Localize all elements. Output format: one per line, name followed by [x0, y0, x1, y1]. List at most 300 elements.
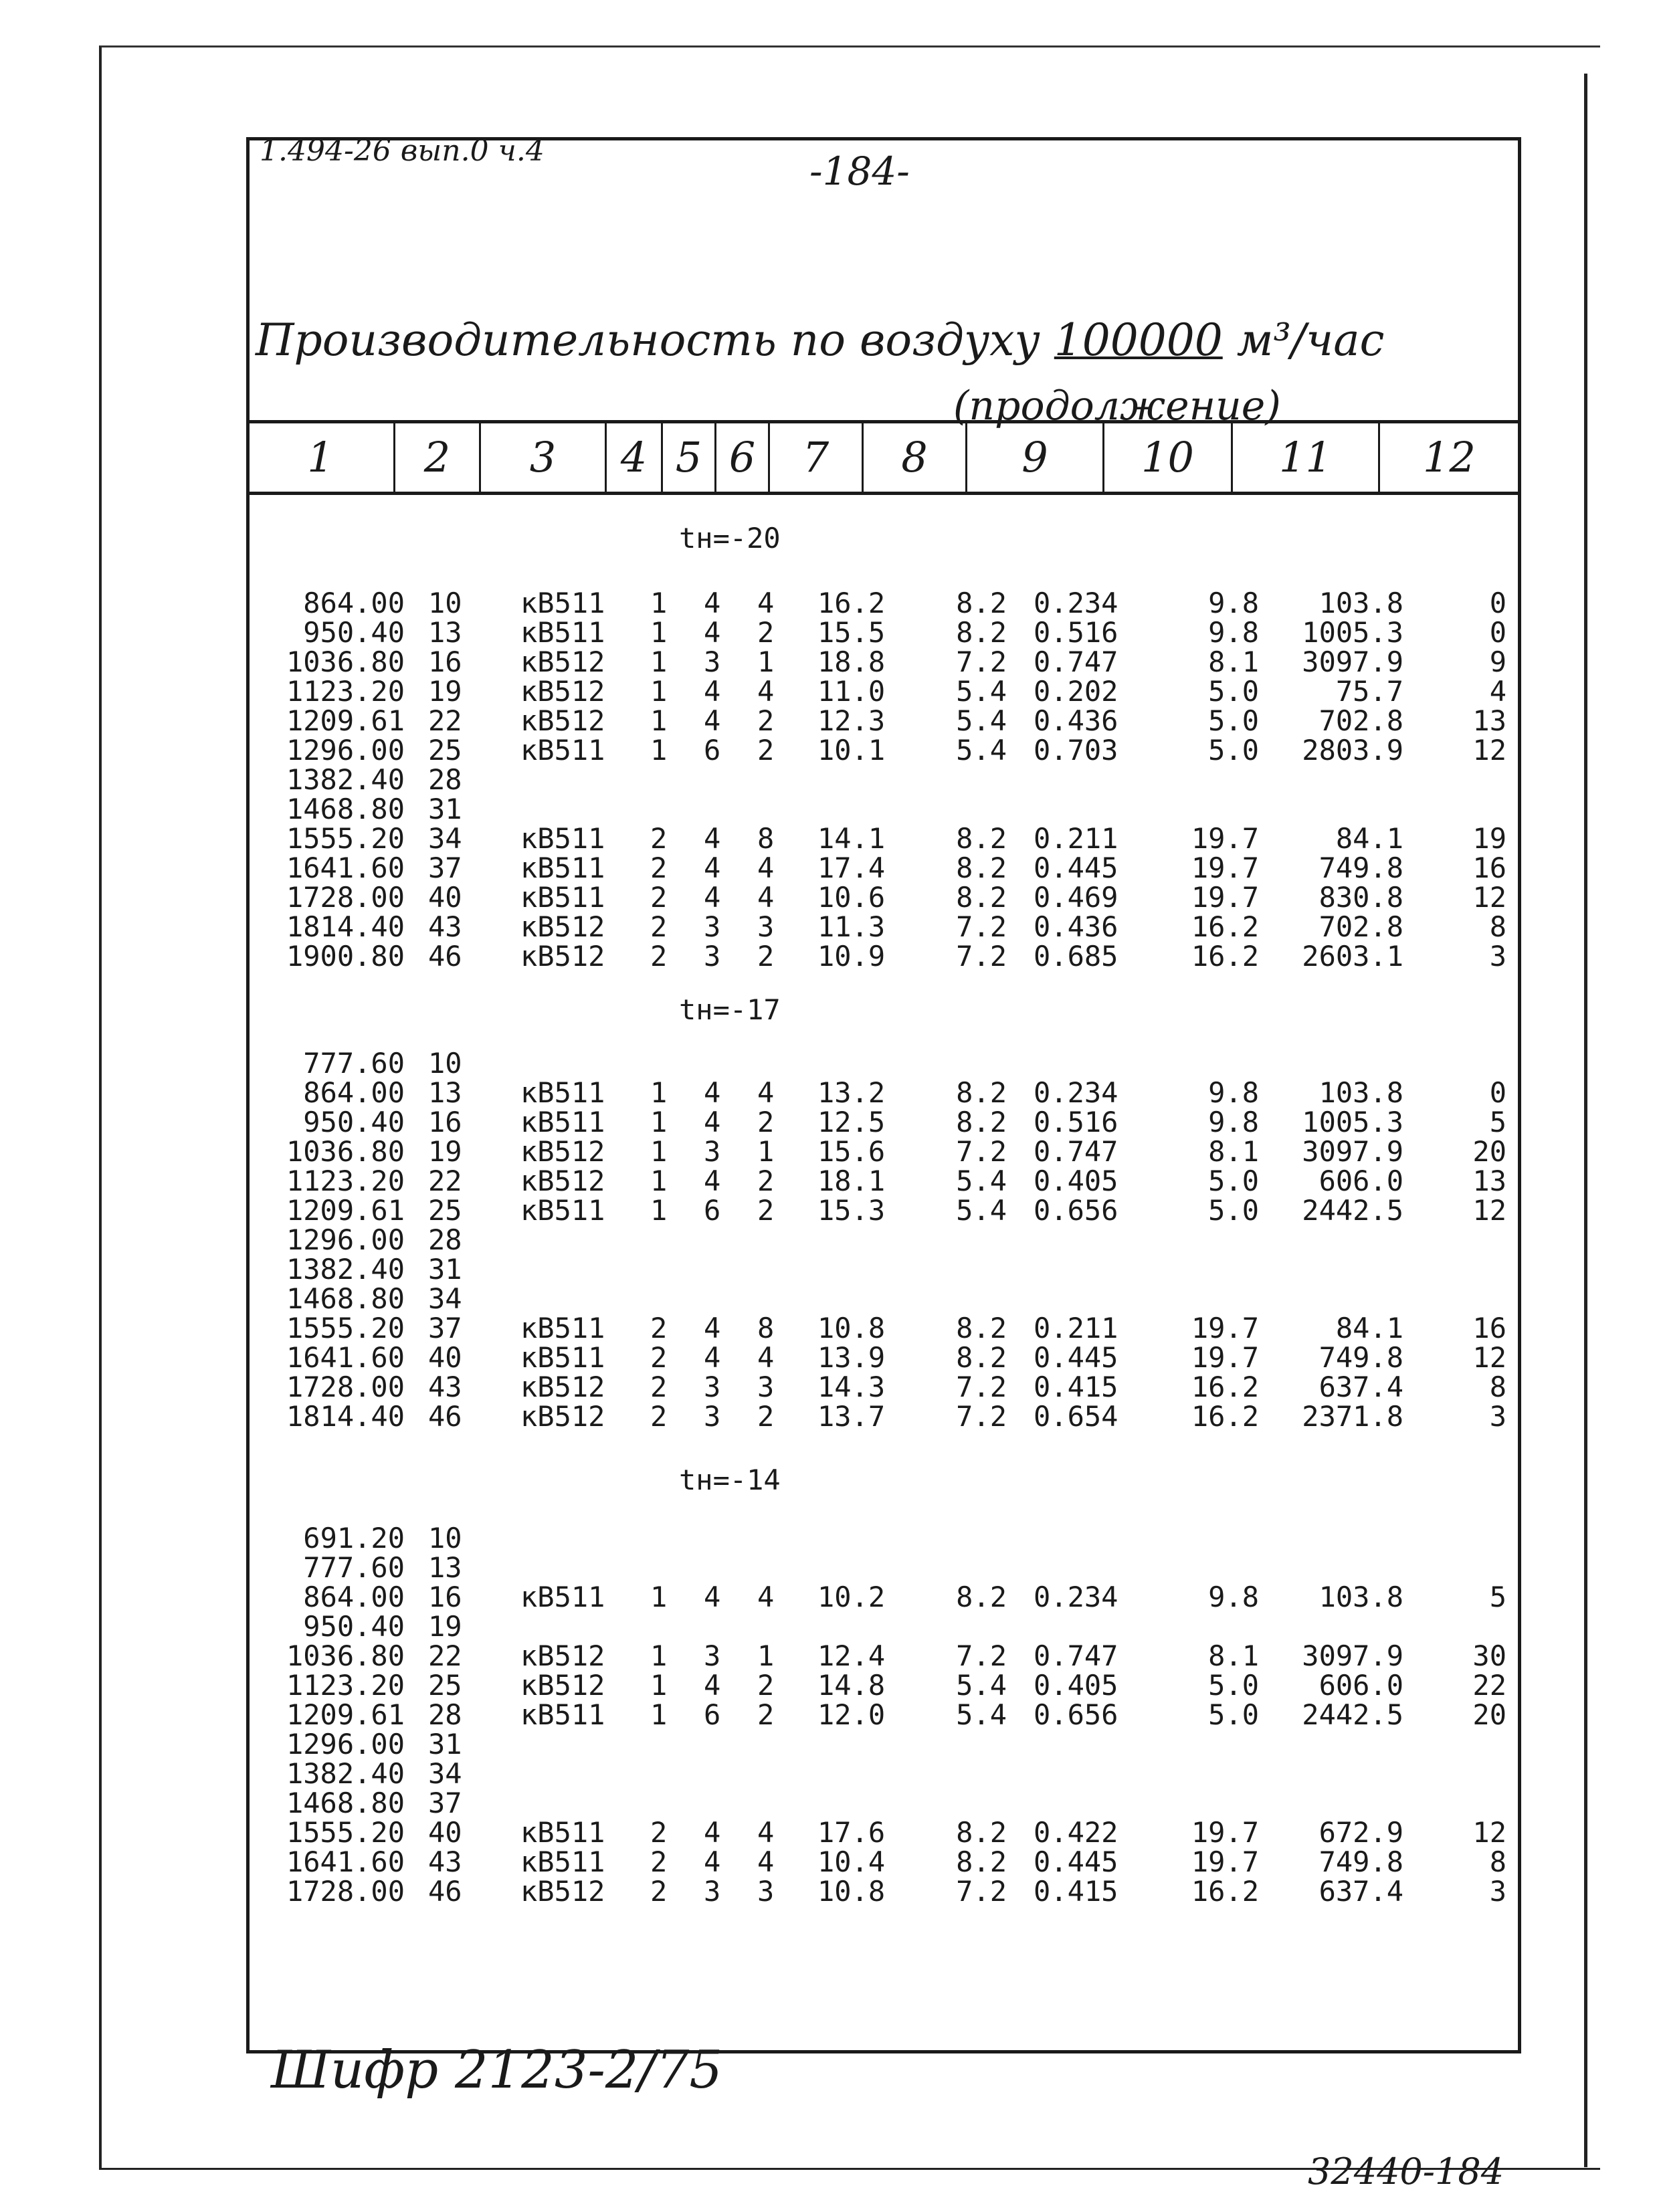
tube-rows-cell: 4 [704, 1106, 721, 1138]
air-flow-cell: 1814.40 [286, 910, 405, 943]
resistance-cell: 0.656 [1034, 1698, 1118, 1731]
tube-rows-cell: 4 [704, 1076, 721, 1109]
pass-count-cell: 2 [757, 940, 775, 973]
heater-model-cell: кВ511 [520, 734, 605, 767]
air-flow-cell: 1123.20 [286, 1165, 405, 1197]
air-flow-cell: 1209.61 [286, 1194, 405, 1227]
pass-count-cell: 2 [757, 1669, 775, 1702]
heat-output-cell: 5.0 [1208, 1698, 1259, 1731]
heater-model-cell: кВ511 [520, 1581, 605, 1613]
air-flow-cell: 950.40 [303, 1610, 405, 1643]
velocity-cell: 10.2 [817, 1581, 886, 1613]
velocity-cell: 11.3 [817, 910, 886, 943]
air-flow-cell: 1036.80 [286, 645, 405, 678]
heater-count-cell: 1 [650, 1669, 668, 1702]
resistance-cell: 0.422 [1034, 1816, 1118, 1849]
tube-rows-cell: 4 [704, 675, 721, 708]
heater-count-cell: 1 [650, 1106, 668, 1138]
table-row [0, 1314, 1659, 1343]
column-number: 3 [479, 423, 605, 492]
row-index-cell: 28 [428, 1223, 462, 1256]
section-title: tн=-14 [679, 1464, 781, 1496]
row-index-cell: 25 [428, 1194, 462, 1227]
column-number: 7 [768, 423, 862, 492]
heat-output-cell: 9.8 [1208, 616, 1259, 649]
table-row [0, 647, 1659, 677]
face-area-cell: 5.4 [956, 1669, 1007, 1702]
margin-cell: 30 [1472, 1639, 1506, 1672]
heater-model-cell: кВ512 [520, 1639, 605, 1672]
air-flow-cell: 1382.40 [286, 1757, 405, 1790]
heater-count-cell: 1 [650, 1076, 668, 1109]
tube-rows-cell: 4 [704, 1341, 721, 1374]
resistance-cell: 0.654 [1034, 1400, 1118, 1433]
table-row [0, 1847, 1659, 1877]
pass-count-cell: 8 [757, 822, 775, 855]
column-number: 11 [1231, 423, 1378, 492]
pass-count-cell: 4 [757, 881, 775, 914]
resistance-cell: 0.445 [1034, 1341, 1118, 1374]
heat-output-cell: 8.1 [1208, 645, 1259, 678]
heater-model-cell: кВ511 [520, 1106, 605, 1138]
power-cell: 2442.5 [1302, 1698, 1403, 1731]
margin-cell: 20 [1472, 1135, 1506, 1168]
row-index-cell: 46 [428, 1875, 462, 1908]
heater-count-cell: 1 [650, 1639, 668, 1672]
velocity-cell: 13.7 [817, 1400, 886, 1433]
pass-count-cell: 2 [757, 1106, 775, 1138]
tube-rows-cell: 4 [704, 822, 721, 855]
resistance-cell: 0.747 [1034, 645, 1118, 678]
row-index-cell: 31 [428, 1728, 462, 1761]
tube-rows-cell: 3 [704, 940, 721, 973]
pass-count-cell: 4 [757, 851, 775, 884]
table-row [0, 618, 1659, 647]
margin-cell: 3 [1489, 940, 1506, 973]
heater-count-cell: 2 [650, 881, 668, 914]
heater-model-cell: кВ512 [520, 675, 605, 708]
row-index-cell: 16 [428, 1581, 462, 1613]
margin-cell: 16 [1472, 1312, 1506, 1344]
table-row [0, 706, 1659, 736]
table-row [0, 1284, 1659, 1314]
heat-output-cell: 19.7 [1191, 851, 1259, 884]
velocity-cell: 14.3 [817, 1371, 886, 1403]
velocity-cell: 11.0 [817, 675, 886, 708]
heat-output-cell: 8.1 [1208, 1135, 1259, 1168]
table-row [0, 1730, 1659, 1759]
pass-count-cell: 4 [757, 587, 775, 619]
power-cell: 702.8 [1319, 910, 1403, 943]
velocity-cell: 18.8 [817, 645, 886, 678]
row-index-cell: 34 [428, 1282, 462, 1315]
velocity-cell: 12.5 [817, 1106, 886, 1138]
table-row [0, 1225, 1659, 1255]
velocity-cell: 15.6 [817, 1135, 886, 1168]
heater-model-cell: кВ511 [520, 1816, 605, 1849]
power-cell: 3097.9 [1302, 645, 1403, 678]
resistance-cell: 0.415 [1034, 1875, 1118, 1908]
tube-rows-cell: 3 [704, 910, 721, 943]
heat-output-cell: 5.0 [1208, 1165, 1259, 1197]
margin-cell: 20 [1472, 1698, 1506, 1731]
margin-cell: 8 [1489, 1845, 1506, 1878]
heater-count-cell: 1 [650, 645, 668, 678]
air-flow-cell: 1123.20 [286, 675, 405, 708]
velocity-cell: 10.4 [817, 1845, 886, 1878]
pass-count-cell: 2 [757, 1165, 775, 1197]
heat-output-cell: 19.7 [1191, 822, 1259, 855]
table-row [0, 942, 1659, 971]
air-flow-cell: 1900.80 [286, 940, 405, 973]
table-row [0, 1671, 1659, 1700]
heater-model-cell: кВ512 [520, 1669, 605, 1702]
tube-rows-cell: 3 [704, 1135, 721, 1168]
heat-output-cell: 5.0 [1208, 1194, 1259, 1227]
margin-cell: 9 [1489, 645, 1506, 678]
velocity-cell: 17.6 [817, 1816, 886, 1849]
pass-count-cell: 4 [757, 1076, 775, 1109]
pass-count-cell: 4 [757, 1581, 775, 1613]
table-row [0, 1402, 1659, 1431]
resistance-cell: 0.445 [1034, 1845, 1118, 1878]
heat-output-cell: 9.8 [1208, 587, 1259, 619]
heater-model-cell: кВ511 [520, 1312, 605, 1344]
tube-rows-cell: 3 [704, 1400, 721, 1433]
heater-model-cell: кВ511 [520, 1845, 605, 1878]
resistance-cell: 0.405 [1034, 1669, 1118, 1702]
resistance-cell: 0.405 [1034, 1165, 1118, 1197]
air-flow-cell: 1641.60 [286, 1845, 405, 1878]
heat-output-cell: 19.7 [1191, 1845, 1259, 1878]
tube-rows-cell: 3 [704, 1639, 721, 1672]
row-index-cell: 22 [428, 1639, 462, 1672]
row-index-cell: 43 [428, 910, 462, 943]
power-cell: 749.8 [1319, 851, 1403, 884]
tube-rows-cell: 6 [704, 734, 721, 767]
resistance-cell: 0.445 [1034, 851, 1118, 884]
tube-rows-cell: 4 [704, 1165, 721, 1197]
air-flow-cell: 864.00 [303, 587, 405, 619]
face-area-cell: 8.2 [956, 1341, 1007, 1374]
heat-output-cell: 9.8 [1208, 1106, 1259, 1138]
power-cell: 830.8 [1319, 881, 1403, 914]
face-area-cell: 7.2 [956, 1639, 1007, 1672]
margin-cell: 19 [1472, 822, 1506, 855]
row-index-cell: 40 [428, 1816, 462, 1849]
table-row [0, 853, 1659, 883]
heat-output-cell: 16.2 [1191, 940, 1259, 973]
row-index-cell: 16 [428, 1106, 462, 1138]
face-area-cell: 7.2 [956, 1371, 1007, 1403]
row-index-cell: 13 [428, 1076, 462, 1109]
heater-model-cell: кВ512 [520, 645, 605, 678]
column-number: 12 [1378, 423, 1519, 492]
margin-cell: 0 [1489, 587, 1506, 619]
pass-count-cell: 1 [757, 1639, 775, 1672]
pass-count-cell: 3 [757, 910, 775, 943]
table-row [0, 1255, 1659, 1284]
row-index-cell: 16 [428, 645, 462, 678]
air-flow-cell: 1814.40 [286, 1400, 405, 1433]
row-index-cell: 13 [428, 616, 462, 649]
margin-cell: 12 [1472, 1194, 1506, 1227]
row-index-cell: 10 [428, 1047, 462, 1080]
heater-count-cell: 2 [650, 822, 668, 855]
margin-cell: 13 [1472, 1165, 1506, 1197]
tube-rows-cell: 4 [704, 616, 721, 649]
heater-model-cell: кВ511 [520, 1698, 605, 1731]
margin-cell: 3 [1489, 1400, 1506, 1433]
face-area-cell: 7.2 [956, 940, 1007, 973]
face-area-cell: 7.2 [956, 1135, 1007, 1168]
face-area-cell: 7.2 [956, 1400, 1007, 1433]
heater-count-cell: 1 [650, 704, 668, 737]
air-flow-cell: 1209.61 [286, 1698, 405, 1731]
air-flow-cell: 1036.80 [286, 1135, 405, 1168]
face-area-cell: 5.4 [956, 1698, 1007, 1731]
row-index-cell: 19 [428, 675, 462, 708]
row-index-cell: 34 [428, 1757, 462, 1790]
power-cell: 2803.9 [1302, 734, 1403, 767]
face-area-cell: 5.4 [956, 1194, 1007, 1227]
heat-output-cell: 16.2 [1191, 1875, 1259, 1908]
cipher-code: Шифр 2123-2/75 [271, 2040, 723, 2100]
heater-count-cell: 1 [650, 675, 668, 708]
table-row [0, 1373, 1659, 1402]
tube-rows-cell: 4 [704, 704, 721, 737]
row-index-cell: 19 [428, 1610, 462, 1643]
heat-output-cell: 5.0 [1208, 704, 1259, 737]
heat-output-cell: 19.7 [1191, 881, 1259, 914]
heater-count-cell: 2 [650, 1341, 668, 1374]
tube-rows-cell: 4 [704, 1845, 721, 1878]
tube-rows-cell: 4 [704, 1312, 721, 1344]
face-area-cell: 5.4 [956, 1165, 1007, 1197]
heat-output-cell: 9.8 [1208, 1581, 1259, 1613]
table-row [0, 1137, 1659, 1167]
power-cell: 702.8 [1319, 704, 1403, 737]
heater-count-cell: 2 [650, 1845, 668, 1878]
tube-rows-cell: 4 [704, 851, 721, 884]
table-row [0, 1583, 1659, 1612]
table-row [0, 883, 1659, 912]
table-row [0, 1108, 1659, 1137]
pass-count-cell: 4 [757, 1341, 775, 1374]
tube-rows-cell: 3 [704, 1371, 721, 1403]
heat-output-cell: 16.2 [1191, 1371, 1259, 1403]
row-index-cell: 10 [428, 1522, 462, 1554]
margin-cell: 12 [1472, 1816, 1506, 1849]
inventory-number: 32440-184 [1308, 2150, 1504, 2193]
table-row [0, 824, 1659, 853]
row-index-cell: 37 [428, 1787, 462, 1819]
heater-count-cell: 1 [650, 1135, 668, 1168]
table-row [0, 765, 1659, 795]
resistance-cell: 0.516 [1034, 1106, 1118, 1138]
power-cell: 84.1 [1335, 822, 1403, 855]
section-title: tн=-17 [679, 993, 781, 1026]
velocity-cell: 17.4 [817, 851, 886, 884]
table-row [0, 1343, 1659, 1373]
heater-count-cell: 2 [650, 910, 668, 943]
air-flow-cell: 1209.61 [286, 704, 405, 737]
column-number-header [248, 420, 1519, 495]
table-row [0, 912, 1659, 942]
air-flow-cell: 1468.80 [286, 1282, 405, 1315]
air-flow-cell: 1296.00 [286, 1223, 405, 1256]
pass-count-cell: 2 [757, 704, 775, 737]
air-flow-cell: 1728.00 [286, 881, 405, 914]
airflow-unit: м³/час [1236, 314, 1385, 366]
velocity-cell: 14.1 [817, 822, 886, 855]
power-cell: 637.4 [1319, 1371, 1403, 1403]
resistance-cell: 0.234 [1034, 1076, 1118, 1109]
column-number: 10 [1102, 423, 1231, 492]
face-area-cell: 7.2 [956, 645, 1007, 678]
heat-output-cell: 19.7 [1191, 1312, 1259, 1344]
section-title: tн=-20 [679, 522, 781, 555]
air-flow-cell: 1555.20 [286, 1312, 405, 1344]
table-row [0, 1612, 1659, 1641]
pass-count-cell: 2 [757, 734, 775, 767]
row-index-cell: 25 [428, 734, 462, 767]
face-area-cell: 7.2 [956, 1875, 1007, 1908]
row-index-cell: 43 [428, 1371, 462, 1403]
row-index-cell: 37 [428, 851, 462, 884]
pass-count-cell: 4 [757, 1816, 775, 1849]
velocity-cell: 13.2 [817, 1076, 886, 1109]
margin-cell: 22 [1472, 1669, 1506, 1702]
velocity-cell: 10.1 [817, 734, 886, 767]
resistance-cell: 0.436 [1034, 910, 1118, 943]
power-cell: 103.8 [1319, 1581, 1403, 1613]
tube-rows-cell: 6 [704, 1194, 721, 1227]
row-index-cell: 19 [428, 1135, 462, 1168]
heater-count-cell: 1 [650, 734, 668, 767]
heat-output-cell: 8.1 [1208, 1639, 1259, 1672]
pass-count-cell: 4 [757, 675, 775, 708]
heater-model-cell: кВ512 [520, 1875, 605, 1908]
face-area-cell: 5.4 [956, 675, 1007, 708]
air-flow-cell: 1728.00 [286, 1875, 405, 1908]
heater-model-cell: кВ511 [520, 822, 605, 855]
air-flow-cell: 1123.20 [286, 1669, 405, 1702]
tube-rows-cell: 3 [704, 1875, 721, 1908]
row-index-cell: 25 [428, 1669, 462, 1702]
heater-count-cell: 2 [650, 1875, 668, 1908]
air-flow-cell: 950.40 [303, 616, 405, 649]
column-number: 9 [965, 423, 1102, 492]
table-row [0, 1078, 1659, 1108]
heater-count-cell: 1 [650, 1581, 668, 1613]
resistance-cell: 0.211 [1034, 1312, 1118, 1344]
power-cell: 84.1 [1335, 1312, 1403, 1344]
velocity-cell: 10.9 [817, 940, 886, 973]
resistance-cell: 0.469 [1034, 881, 1118, 914]
velocity-cell: 15.5 [817, 616, 886, 649]
power-cell: 103.8 [1319, 587, 1403, 619]
pass-count-cell: 2 [757, 1698, 775, 1731]
heater-count-cell: 1 [650, 1165, 668, 1197]
margin-cell: 0 [1489, 616, 1506, 649]
power-cell: 2371.8 [1302, 1400, 1403, 1433]
row-index-cell: 28 [428, 1698, 462, 1731]
table-row [0, 1553, 1659, 1583]
resistance-cell: 0.234 [1034, 587, 1118, 619]
table-row [0, 1759, 1659, 1789]
page-number: -184- [809, 148, 910, 194]
table-row [0, 1818, 1659, 1847]
column-number: 1 [307, 433, 334, 482]
resistance-cell: 0.747 [1034, 1639, 1118, 1672]
resistance-cell: 0.234 [1034, 1581, 1118, 1613]
table-row [0, 1196, 1659, 1225]
face-area-cell: 8.2 [956, 587, 1007, 619]
heat-output-cell: 5.0 [1208, 1669, 1259, 1702]
tube-rows-cell: 6 [704, 1698, 721, 1731]
air-flow-cell: 691.20 [303, 1522, 405, 1554]
power-cell: 637.4 [1319, 1875, 1403, 1908]
air-flow-cell: 864.00 [303, 1581, 405, 1613]
margin-cell: 13 [1472, 704, 1506, 737]
margin-cell: 12 [1472, 734, 1506, 767]
air-flow-cell: 1555.20 [286, 822, 405, 855]
velocity-cell: 16.2 [817, 587, 886, 619]
row-index-cell: 22 [428, 1165, 462, 1197]
air-flow-cell: 777.60 [303, 1551, 405, 1584]
table-subheading: (продолжение) [953, 383, 1281, 429]
heater-count-cell: 2 [650, 1816, 668, 1849]
pass-count-cell: 2 [757, 1194, 775, 1227]
velocity-cell: 10.8 [817, 1875, 886, 1908]
power-cell: 606.0 [1319, 1165, 1403, 1197]
margin-cell: 0 [1489, 1076, 1506, 1109]
face-area-cell: 8.2 [956, 881, 1007, 914]
row-index-cell: 13 [428, 1551, 462, 1584]
air-flow-cell: 1728.00 [286, 1371, 405, 1403]
power-cell: 749.8 [1319, 1341, 1403, 1374]
resistance-cell: 0.747 [1034, 1135, 1118, 1168]
table-row [0, 1789, 1659, 1818]
column-number: 8 [862, 423, 965, 492]
face-area-cell: 5.4 [956, 734, 1007, 767]
table-row [0, 1167, 1659, 1196]
heater-model-cell: кВ512 [520, 910, 605, 943]
table-row [0, 1700, 1659, 1730]
velocity-cell: 18.1 [817, 1165, 886, 1197]
air-flow-cell: 1382.40 [286, 763, 405, 796]
column-number: 5 [661, 423, 714, 492]
velocity-cell: 15.3 [817, 1194, 886, 1227]
face-area-cell: 8.2 [956, 616, 1007, 649]
power-cell: 1005.3 [1302, 616, 1403, 649]
tube-rows-cell: 4 [704, 1669, 721, 1702]
power-cell: 2442.5 [1302, 1194, 1403, 1227]
heat-output-cell: 19.7 [1191, 1341, 1259, 1374]
document-reference: 1.494-26 вып.0 ч.4 [260, 134, 545, 168]
heat-output-cell: 16.2 [1191, 1400, 1259, 1433]
row-index-cell: 46 [428, 940, 462, 973]
power-cell: 3097.9 [1302, 1639, 1403, 1672]
margin-cell: 3 [1489, 1875, 1506, 1908]
table-row [0, 589, 1659, 618]
velocity-cell: 10.6 [817, 881, 886, 914]
heat-output-cell: 19.7 [1191, 1816, 1259, 1849]
resistance-cell: 0.516 [1034, 616, 1118, 649]
row-index-cell: 10 [428, 587, 462, 619]
resistance-cell: 0.415 [1034, 1371, 1118, 1403]
